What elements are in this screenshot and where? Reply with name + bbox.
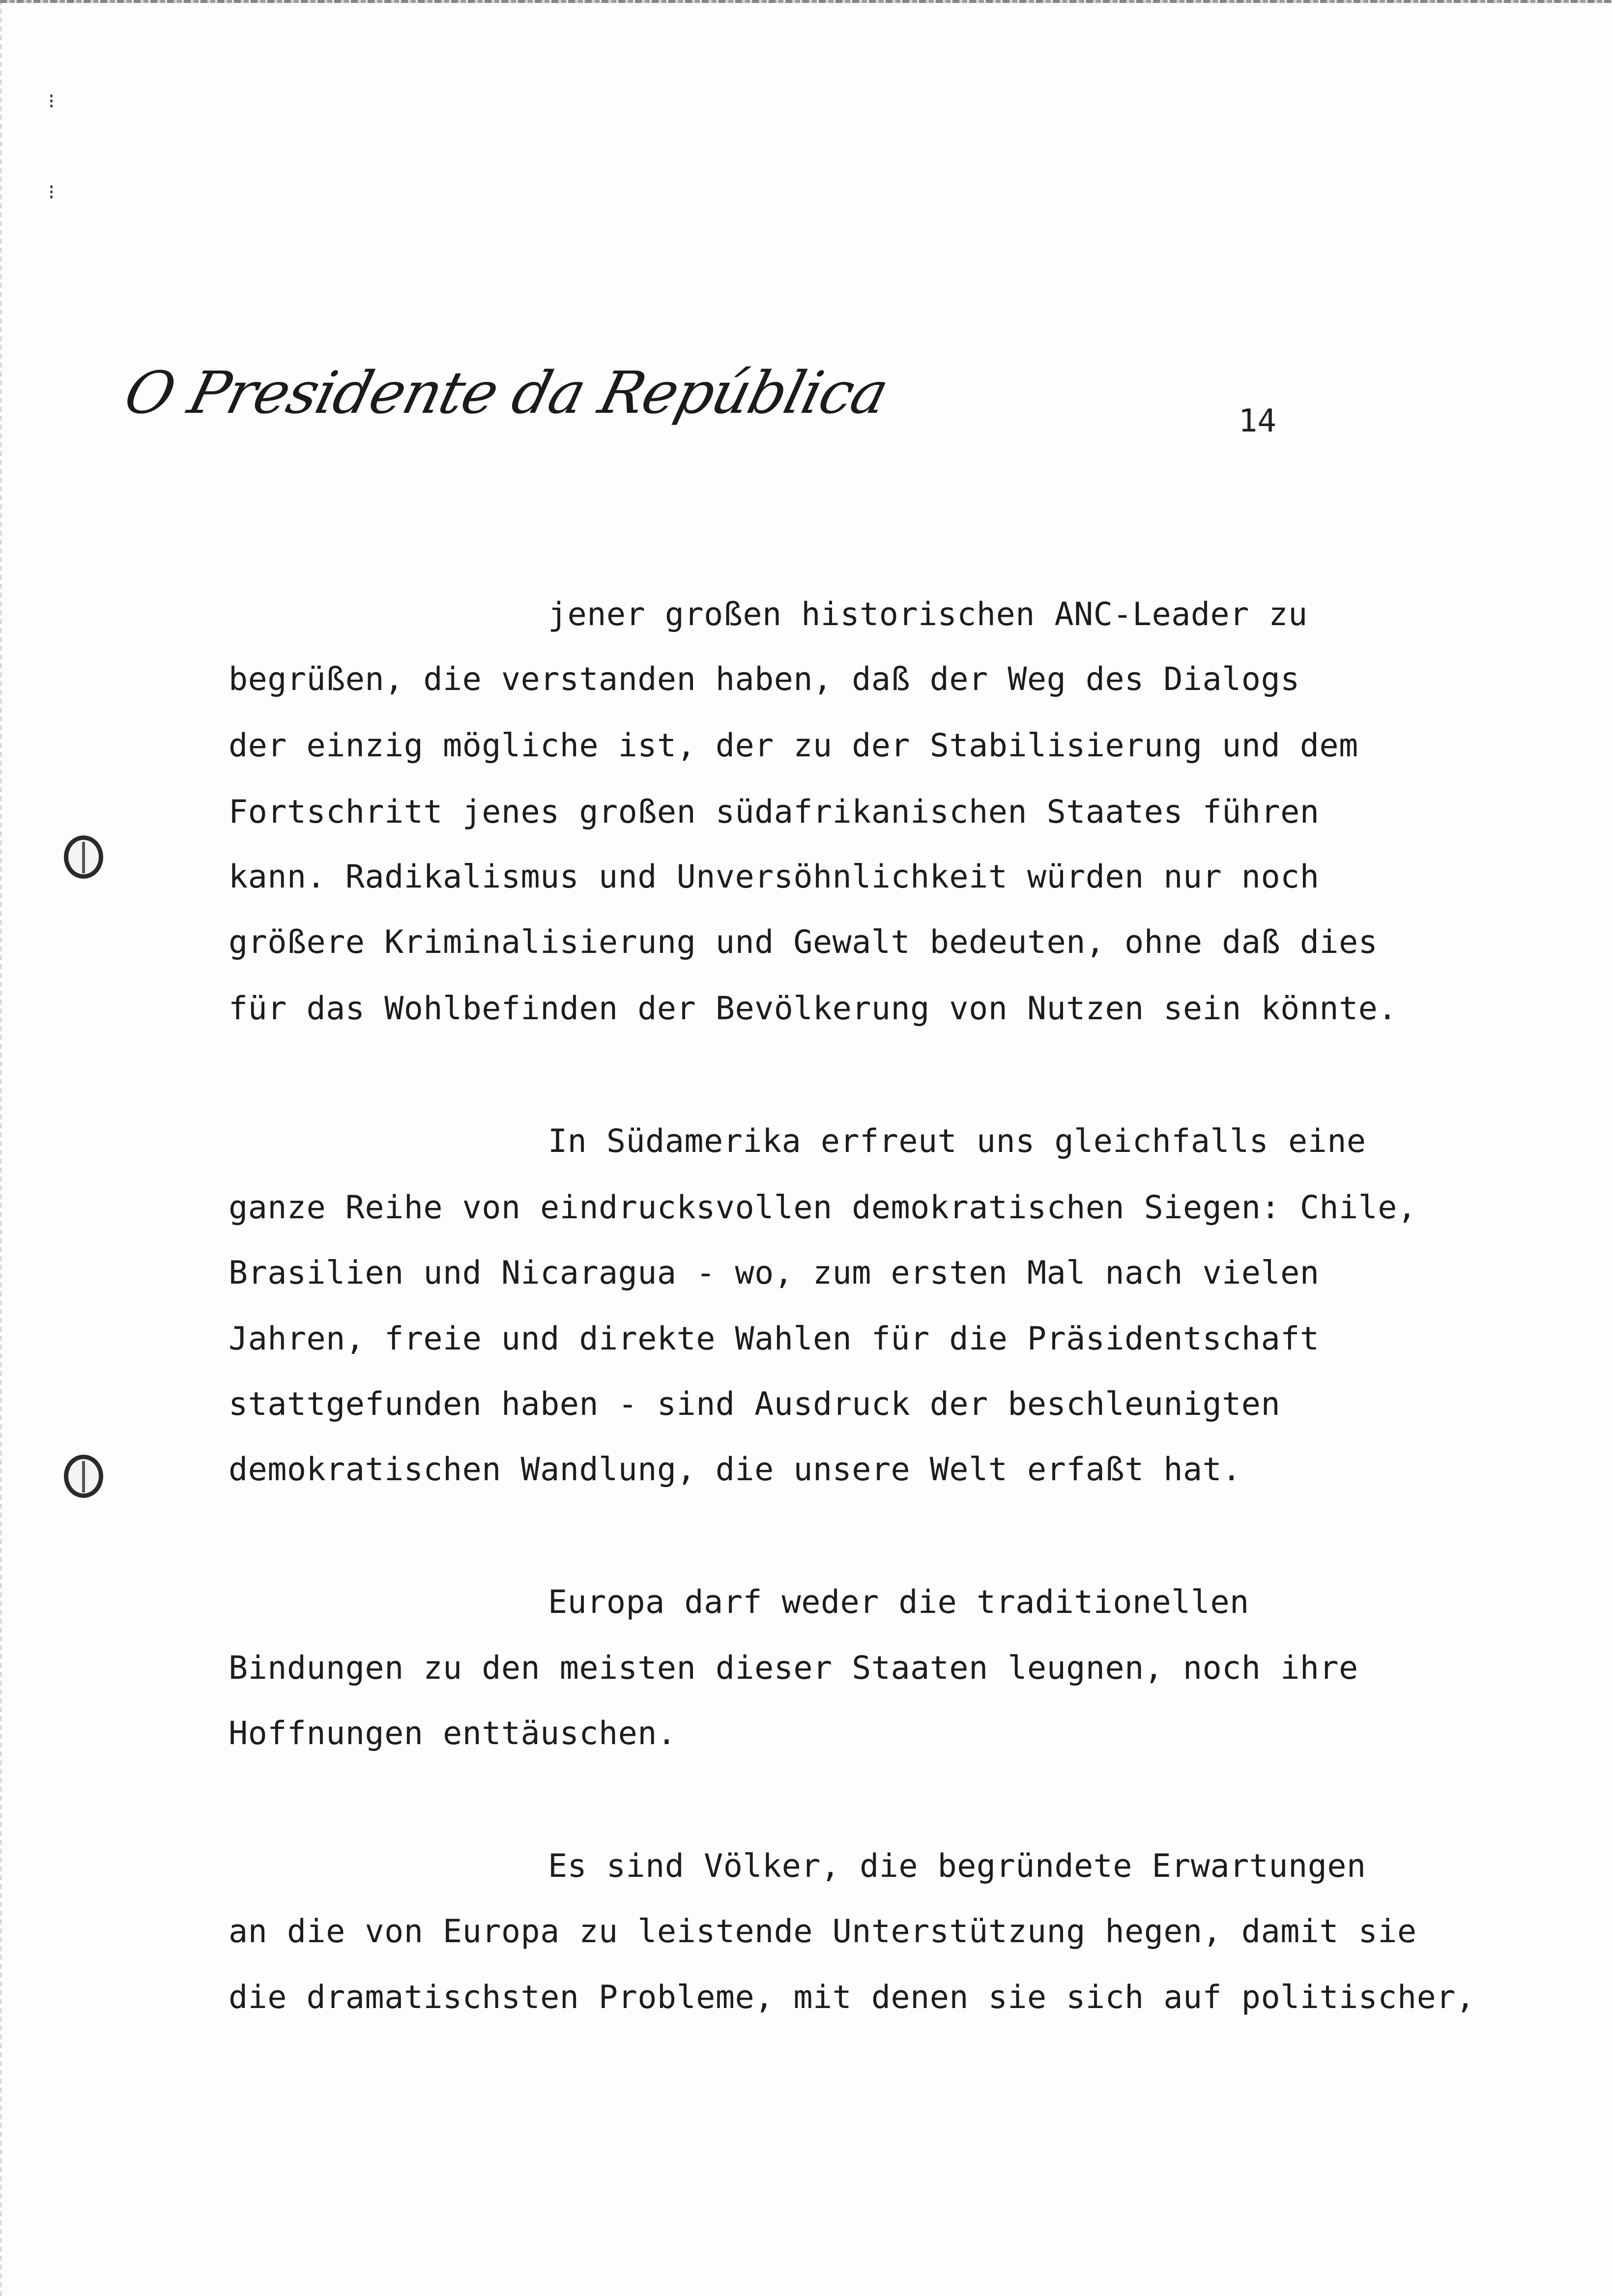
text-line: für das Wohlbefinden der Bevölkerung von Nutzen sein könnte. xyxy=(229,990,1397,1027)
text-line: In Südamerika erfreut uns gleichfalls eine xyxy=(548,1123,1366,1160)
text-line: die dramatischsten Probleme, mit denen sie sich auf politischer, xyxy=(229,1979,1475,2016)
page-number: 14 xyxy=(1238,403,1277,439)
text-line: demokratischen Wandlung, die unsere Welt erfaßt hat. xyxy=(229,1451,1241,1488)
text-line: Brasilien und Nicaragua - wo, zum ersten Mal nach vielen xyxy=(229,1255,1320,1292)
text-line: begrüßen, die verstanden haben, daß der Weg des Dialogs xyxy=(229,661,1300,698)
text-line: der einzig mögliche ist, der zu der Stabilisierung und dem xyxy=(229,727,1358,764)
text-line: Europa darf weder die traditionellen xyxy=(548,1584,1249,1621)
text-line: ganze Reihe von eindrucksvollen demokratischen Siegen: Chile, xyxy=(229,1189,1417,1226)
left-edge-mark xyxy=(0,0,2,2296)
speck-mark: ⁝ xyxy=(48,89,55,113)
speck-mark: ⁝ xyxy=(48,180,55,204)
text-line: Jahren, freie und direkte Wahlen für die Präsidentschaft xyxy=(229,1320,1320,1357)
letterhead-title: O Presidente da República xyxy=(118,359,894,427)
text-line: kann. Radikalismus und Unversöhnlichkeit würden nur noch xyxy=(229,859,1320,895)
text-line: Fortschritt jenes großen südafrikanischen Staates führen xyxy=(229,794,1320,831)
text-line: größere Kriminalisierung und Gewalt bedeuten, ohne daß dies xyxy=(229,924,1378,961)
text-line: Bindungen zu den meisten dieser Staaten leugnen, noch ihre xyxy=(229,1650,1358,1687)
text-line: stattgefunden haben - sind Ausdruck der beschleunigten xyxy=(229,1386,1281,1423)
punch-hole-icon xyxy=(64,835,103,879)
text-line: jener großen historischen ANC-Leader zu xyxy=(548,596,1308,633)
text-line: Es sind Völker, die begründete Erwartungen xyxy=(548,1848,1366,1885)
punch-hole-icon xyxy=(64,1455,103,1498)
text-line: Hoffnungen enttäuschen. xyxy=(229,1715,677,1752)
top-edge-rule xyxy=(0,0,1612,3)
text-line: an die von Europa zu leistende Unterstützung hegen, damit sie xyxy=(229,1913,1417,1950)
